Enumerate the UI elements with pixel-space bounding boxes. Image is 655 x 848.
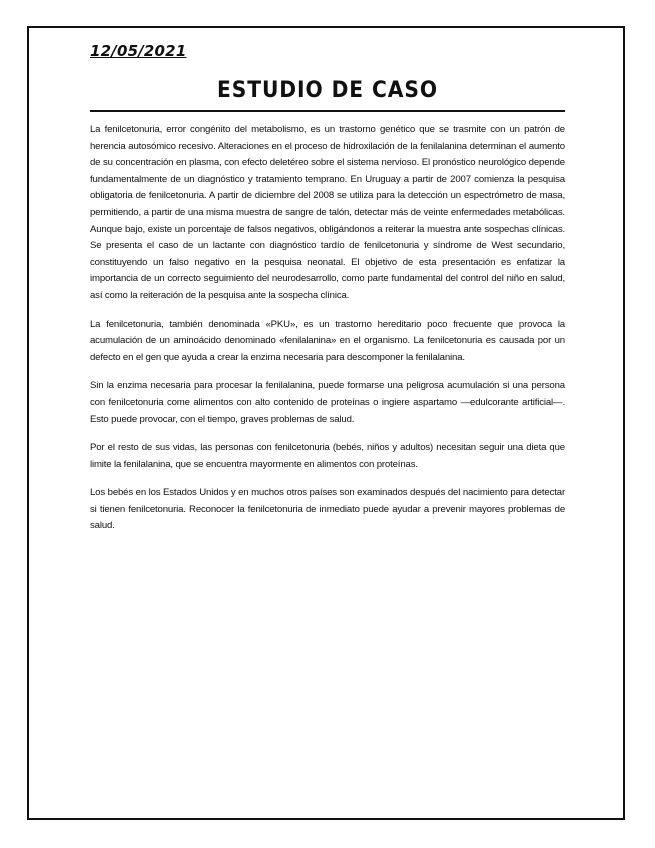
paragraph-diet: Por el resto de sus vidas, las personas con fenilcetonuria (bebés, niños y adultos) necesitan seguir una dieta que limite la fenilalanina, que se encuentra mayormente en alimentos con proteínas. — [90, 442, 565, 470]
paragraph-screening: Los bebés en los Estados Unidos y en muchos otros países son examinados después del nacimiento para detectar si tienen fenilcetonuria. Reconocer la fenilcetonuria de inmediato puede ayudar a prevenir mayores problemas de salud. — [90, 487, 565, 532]
document-date: 12/05/2021 — [90, 42, 187, 60]
document-body — [90, 122, 565, 547]
paragraph-abstract: La fenilcetonuria, error congénito del metabolismo, es un trastorno genético que se trasmite con un patrón de herencia autosómico recesivo. Alteraciones en el proceso de hidroxilación de la fenilalanina determinan el aumento de su concentración en plasma, con efecto deletéreo sobre el sistema nervioso. El pronóstico neurológico depende fundamentalmente de un diagnóstico y tratamiento temprano. En Uruguay a partir de 2007 comienza la pesquisa obligatoria de fenilcetonuria. A partir de diciembre del 2008 se utiliza para la detección un espectrómetro de masa, permitiendo, a partir de una misma muestra de sangre de talón, detectar más de veinte enfermedades metabólicas. Aunque bajo, existe un porcentaje de falsos negativos, obligándonos a reiterar la muestra ante sospechas clínicas. Se presenta el caso de un lactante con diagnóstico tardío de fenilcetonuria y síndrome de West secundario, constituyendo un falso negativo en la pesquisa neonatal. El objetivo de esta presentación es enfatizar la importancia de un correcto seguimiento del neurodesarrollo, como parte fundamental del control del niño en salud, así como la reiteración de la pesquisa ante la sospecha clínica. — [90, 124, 565, 301]
paragraph-enzyme: Sin la enzima necesaria para procesar la fenilalanina, puede formarse una peligrosa acumulación si una persona con fenilcetonuria come alimentos con alto contenido de proteínas o ingiere aspartamo —edulcorante artificial—. Esto puede provocar, con el tiempo, graves problemas de salud. — [90, 380, 565, 425]
title-divider — [90, 110, 565, 112]
paragraph-pku-definition: La fenilcetonuria, también denominada «PKU», es un trastorno hereditario poco frecuente que provoca la acumulación de un aminoácido denominado «fenilalanina» en el organismo. La fenilcetonuria es causada por un defecto en el gen que ayuda a crear la enzima necesaria para descomponer la fenilalanina. — [90, 318, 565, 363]
page-title: ESTUDIO DE CASO — [216, 78, 439, 103]
